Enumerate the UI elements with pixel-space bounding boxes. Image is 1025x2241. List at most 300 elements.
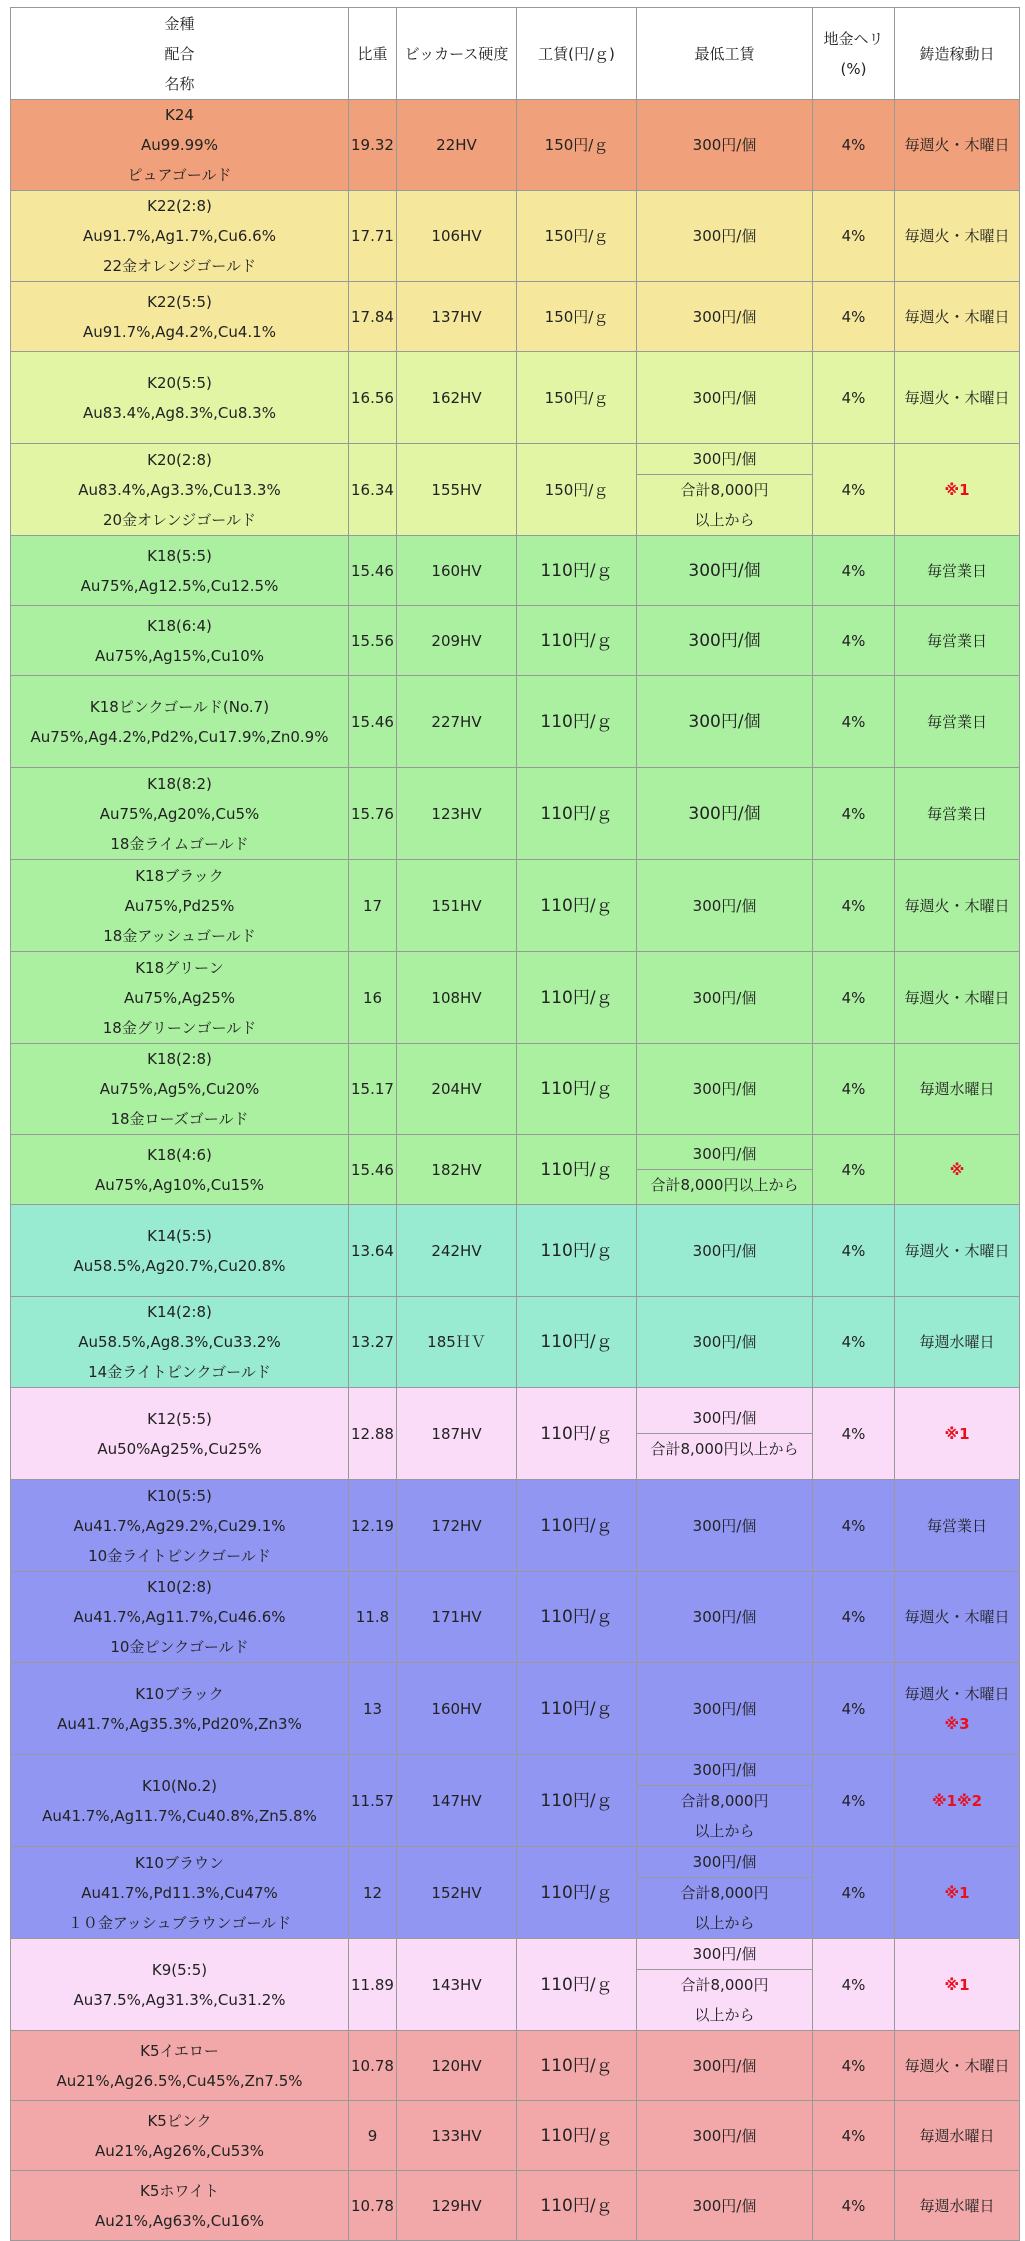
hardness-cell: 162HV [397, 352, 517, 444]
alloy-name-line: Au91.7%,Ag4.2%,Cu4.1% [83, 322, 276, 341]
fee-cell: 150円/ｇ [517, 100, 637, 191]
casting-day-line: 毎週火・木曜日 [904, 227, 1010, 245]
min-fee-cell: 300円/個 [637, 191, 813, 282]
metal-loss-cell: 4% [813, 2171, 895, 2241]
header-row [11, 8, 1020, 100]
hardness-cell: 160HV [397, 1663, 517, 1755]
metal-loss-cell: 4% [813, 191, 895, 282]
casting-day-cell [895, 2101, 1020, 2171]
casting-day-cell [895, 1755, 1020, 1847]
header-name-line: 金種 [164, 14, 195, 33]
casting-day-line: ※1※2 [931, 1791, 983, 1810]
metal-loss-cell: 4% [813, 1755, 895, 1847]
specific-gravity-cell: 10.78 [349, 2171, 397, 2241]
min-fee-cell: 300円/個 [637, 606, 813, 676]
alloy-name-line: Au21%,Ag26%,Cu53% [94, 2141, 265, 2160]
alloy-name-line: K18(2:8) [147, 1050, 212, 1068]
table-row [11, 768, 1020, 860]
table-row [11, 1939, 1020, 2031]
casting-day-cell [895, 768, 1020, 860]
casting-day-line: 毎営業日 [926, 1516, 987, 1535]
casting-day-line: 毎週火・木曜日 [904, 388, 1010, 407]
fee-cell: 150円/ｇ [517, 444, 637, 536]
header-loss-line: (%) [840, 59, 867, 78]
fee-cell: 110円/ｇ [517, 1755, 637, 1847]
min-fee-line: 合計8,000円以上から [637, 1169, 812, 1200]
alloy-name-line: Au41.7%,Pd11.3%,Cu47% [81, 1883, 278, 1902]
specific-gravity-cell: 12.88 [349, 1388, 397, 1480]
casting-day-line: 毎週火・木曜日 [904, 136, 1010, 154]
casting-day-cell [895, 1205, 1020, 1297]
min-fee-cell [637, 1847, 813, 1939]
min-fee-cell: 300円/個 [637, 2101, 813, 2171]
alloy-name-cell [11, 1388, 349, 1480]
fee-cell: 110円/ｇ [517, 1572, 637, 1663]
alloy-name-line: Au99.99% [141, 136, 218, 154]
hardness-cell: 242HV [397, 1205, 517, 1297]
alloy-name-cell [11, 2031, 349, 2101]
specific-gravity-cell: 17 [349, 860, 397, 952]
alloy-name-line: Au41.7%,Ag35.3%,Pd20%,Zn3% [57, 1714, 302, 1733]
alloy-name-cell [11, 1572, 349, 1663]
casting-day-line: 毎週火・木曜日 [904, 307, 1010, 326]
table-row [11, 536, 1020, 606]
table-row [11, 1135, 1020, 1205]
casting-day-cell [895, 1480, 1020, 1572]
metal-loss-cell: 4% [813, 952, 895, 1044]
specific-gravity-cell: 19.32 [349, 100, 397, 191]
fee-cell: 110円/ｇ [517, 768, 637, 860]
alloy-name-line: Au75%,Pd25% [124, 896, 235, 915]
fee-cell: 110円/ｇ [517, 1663, 637, 1755]
metal-loss-cell: 4% [813, 2031, 895, 2101]
casting-day-line: ※ [949, 1160, 965, 1179]
min-fee-cell [637, 1388, 813, 1480]
table-row [11, 444, 1020, 536]
min-fee-subline: 合計8,000円 [680, 1976, 769, 1994]
alloy-name-line: K10(2:8) [147, 1578, 212, 1596]
header-casting-day: 鋳造稼動日 [895, 8, 1020, 100]
metal-loss-cell: 4% [813, 1847, 895, 1939]
fee-cell: 110円/ｇ [517, 1480, 637, 1572]
alloy-name-line: Au75%,Ag15%,Cu10% [94, 646, 265, 665]
alloy-name-cell [11, 768, 349, 860]
casting-day-line: 毎営業日 [926, 712, 987, 731]
specific-gravity-cell: 15.76 [349, 768, 397, 860]
alloy-name-cell [11, 444, 349, 536]
header-min-fee: 最低工賃 [637, 8, 813, 100]
casting-day-line: 毎週火・木曜日 [904, 1684, 1010, 1703]
fee-cell: 150円/ｇ [517, 352, 637, 444]
min-fee-cell: 300円/個 [637, 2031, 813, 2101]
specific-gravity-cell: 15.56 [349, 606, 397, 676]
casting-day-cell [895, 100, 1020, 191]
hardness-cell: 171HV [397, 1572, 517, 1663]
min-fee-subline: 以上から [694, 1822, 755, 1840]
alloy-name-line: K24 [165, 106, 194, 124]
table-row [11, 2031, 1020, 2101]
specific-gravity-cell: 15.46 [349, 536, 397, 606]
metal-loss-cell: 4% [813, 1297, 895, 1388]
fee-cell: 110円/ｇ [517, 1939, 637, 2031]
fee-cell: 110円/ｇ [517, 952, 637, 1044]
metal-loss-cell: 4% [813, 100, 895, 191]
alloy-name-line: K14(5:5) [147, 1226, 212, 1245]
casting-day-cell [895, 1572, 1020, 1663]
casting-day-line: 毎週水曜日 [919, 2126, 995, 2145]
table-row [11, 1388, 1020, 1480]
alloy-name-line: ピュアゴールド [127, 166, 232, 184]
casting-day-cell [895, 1388, 1020, 1480]
alloy-name-line: K18ブラック [135, 866, 224, 885]
header-name [11, 8, 349, 100]
alloy-name-cell [11, 606, 349, 676]
casting-day-cell [895, 1044, 1020, 1135]
min-fee-line: 合計8,000円以上から [637, 1433, 812, 1464]
hardness-cell: 209HV [397, 606, 517, 676]
table-row [11, 1572, 1020, 1663]
alloy-name-line: K10ブラウン [135, 1853, 224, 1872]
metal-loss-cell: 4% [813, 1572, 895, 1663]
table-row [11, 1755, 1020, 1847]
casting-day-cell [895, 282, 1020, 352]
fee-cell: 110円/ｇ [517, 1135, 637, 1205]
casting-day-cell [895, 191, 1020, 282]
fee-cell: 110円/ｇ [517, 1205, 637, 1297]
casting-day-line: ※1 [944, 1424, 970, 1443]
specific-gravity-cell: 12.19 [349, 1480, 397, 1572]
metal-loss-cell: 4% [813, 1388, 895, 1480]
casting-day-cell [895, 860, 1020, 952]
min-fee-subline: 以上から [694, 2006, 755, 2024]
fee-cell: 110円/ｇ [517, 676, 637, 768]
table-row [11, 1297, 1020, 1388]
alloy-name-line: K14(2:8) [147, 1303, 212, 1321]
alloy-name-line: Au75%,Ag20%,Cu5% [99, 804, 260, 823]
alloy-name-cell [11, 1847, 349, 1939]
metal-loss-cell: 4% [813, 1480, 895, 1572]
table-row [11, 952, 1020, 1044]
casting-day-line: ※1 [944, 480, 970, 499]
min-fee-cell: 300円/個 [637, 352, 813, 444]
alloy-name-cell [11, 352, 349, 444]
casting-day-line: 毎週水曜日 [919, 1333, 995, 1351]
casting-day-cell [895, 1663, 1020, 1755]
hardness-cell: 172HV [397, 1480, 517, 1572]
specific-gravity-cell: 12 [349, 1847, 397, 1939]
header-name-line: 配合 [164, 44, 195, 63]
min-fee-cell [637, 1135, 813, 1205]
min-fee-cell: 300円/個 [637, 100, 813, 191]
min-fee-line: 300円/個 [692, 1145, 757, 1163]
fee-cell: 110円/ｇ [517, 2031, 637, 2101]
alloy-name-cell [11, 282, 349, 352]
fee-cell: 110円/ｇ [517, 1388, 637, 1480]
casting-day-line: 毎週水曜日 [919, 2196, 995, 2215]
alloy-name-line: Au91.7%,Ag1.7%,Cu6.6% [83, 227, 276, 245]
alloy-name-line: K18(8:2) [147, 774, 212, 793]
min-fee-line [637, 1877, 812, 1938]
table-row [11, 860, 1020, 952]
table-row [11, 1480, 1020, 1572]
casting-day-line: 毎週火・木曜日 [904, 2056, 1010, 2075]
alloy-name-cell [11, 2101, 349, 2171]
casting-day-cell [895, 1297, 1020, 1388]
min-fee-cell: 300円/個 [637, 1044, 813, 1135]
specific-gravity-cell: 13.27 [349, 1297, 397, 1388]
alloy-name-line: Au58.5%,Ag20.7%,Cu20.8% [73, 1256, 286, 1275]
alloy-name-cell [11, 1135, 349, 1205]
casting-day-line: ※3 [944, 1714, 970, 1733]
casting-day-line: 毎週火・木曜日 [904, 1241, 1010, 1260]
alloy-name-line: 22金オレンジゴールド [102, 257, 257, 275]
min-fee-cell: 300円/個 [637, 860, 813, 952]
alloy-name-line: Au41.7%,Ag29.2%,Cu29.1% [73, 1516, 286, 1535]
hardness-cell: 22HV [397, 100, 517, 191]
hardness-cell: 187HV [397, 1388, 517, 1480]
alloy-name-line: K10ブラック [135, 1684, 224, 1703]
alloy-name-line: K18(4:6) [147, 1145, 212, 1164]
metal-loss-cell: 4% [813, 676, 895, 768]
min-fee-line: 300円/個 [692, 1945, 757, 1963]
metal-loss-cell: 4% [813, 444, 895, 536]
alloy-name-line: K12(5:5) [147, 1409, 212, 1428]
alloy-name-cell [11, 100, 349, 191]
alloy-name-line: 20金オレンジゴールド [102, 510, 257, 529]
fee-cell: 110円/ｇ [517, 606, 637, 676]
hardness-cell: 123HV [397, 768, 517, 860]
casting-day-cell [895, 2031, 1020, 2101]
metal-loss-cell: 4% [813, 1135, 895, 1205]
casting-day-cell [895, 606, 1020, 676]
specific-gravity-cell: 13.64 [349, 1205, 397, 1297]
casting-day-cell [895, 1847, 1020, 1939]
metal-loss-cell: 4% [813, 536, 895, 606]
metal-loss-cell: 4% [813, 606, 895, 676]
metal-loss-cell: 4% [813, 1044, 895, 1135]
hardness-cell: 227HV [397, 676, 517, 768]
specific-gravity-cell: 16.34 [349, 444, 397, 536]
specific-gravity-cell: 16.56 [349, 352, 397, 444]
alloy-name-line: K20(5:5) [147, 373, 212, 392]
casting-day-line: 毎営業日 [926, 804, 987, 823]
alloy-name-cell [11, 1205, 349, 1297]
hardness-cell: 151HV [397, 860, 517, 952]
alloy-name-line: Au50%Ag25%,Cu25% [97, 1439, 262, 1458]
hardness-cell: 204HV [397, 1044, 517, 1135]
table-row [11, 100, 1020, 191]
header-loss-line: 地金ヘリ [823, 29, 884, 48]
metal-loss-cell: 4% [813, 282, 895, 352]
casting-day-line: ※1 [944, 1883, 970, 1902]
min-fee-line: 300円/個 [692, 1853, 757, 1871]
table-row [11, 282, 1020, 352]
alloy-name-line: K5イエロー [140, 2041, 219, 2060]
specific-gravity-cell: 15.17 [349, 1044, 397, 1135]
alloy-name-line: 10金ピンクゴールド [110, 1638, 249, 1656]
table-row [11, 1663, 1020, 1755]
alloy-name-line: K18(5:5) [147, 546, 212, 565]
casting-day-line: ※1 [944, 1975, 970, 1994]
fee-cell: 110円/ｇ [517, 860, 637, 952]
alloy-name-line: Au58.5%,Ag8.3%,Cu33.2% [78, 1333, 281, 1351]
table-row [11, 676, 1020, 768]
hardness-cell: 120HV [397, 2031, 517, 2101]
table-row [11, 1205, 1020, 1297]
casting-day-line: 毎週水曜日 [919, 1080, 995, 1098]
alloy-name-cell [11, 1663, 349, 1755]
casting-day-cell [895, 1939, 1020, 2031]
casting-day-line: 毎営業日 [926, 631, 987, 650]
casting-day-cell [895, 536, 1020, 606]
fee-cell: 110円/ｇ [517, 2171, 637, 2241]
metal-loss-cell: 4% [813, 860, 895, 952]
table-body [11, 100, 1020, 2241]
alloy-name-line: 10金ライトピンクゴールド [88, 1546, 271, 1565]
min-fee-line: 300円/個 [692, 450, 757, 468]
table-row [11, 1847, 1020, 1939]
price-table-container [10, 7, 1019, 2241]
table-row [11, 352, 1020, 444]
min-fee-cell [637, 1755, 813, 1847]
hardness-cell: 182HV [397, 1135, 517, 1205]
hardness-cell: 108HV [397, 952, 517, 1044]
alloy-name-line: Au83.4%,Ag8.3%,Cu8.3% [83, 403, 276, 422]
alloy-name-cell [11, 536, 349, 606]
min-fee-cell: 300円/個 [637, 1480, 813, 1572]
metal-loss-cell: 4% [813, 1663, 895, 1755]
alloy-name-line: 18金グリーンゴールド [102, 1018, 257, 1037]
alloy-name-line: Au75%,Ag10%,Cu15% [94, 1175, 265, 1194]
alloy-name-line: K22(2:8) [147, 197, 212, 215]
alloy-name-line: 18金ローズゴールド [110, 1110, 249, 1128]
alloy-name-line: Au41.7%,Ag11.7%,Cu40.8%,Zn5.8% [42, 1806, 317, 1825]
min-fee-line [637, 474, 812, 535]
min-fee-cell: 300円/個 [637, 1297, 813, 1388]
min-fee-cell: 300円/個 [637, 1205, 813, 1297]
casting-day-line: 毎週火・木曜日 [904, 988, 1010, 1007]
alloy-name-line: 18金ライムゴールド [110, 834, 249, 853]
hardness-cell: 152HV [397, 1847, 517, 1939]
hardness-cell: 129HV [397, 2171, 517, 2241]
alloy-name-line: Au41.7%,Ag11.7%,Cu46.6% [73, 1608, 286, 1626]
alloy-name-line: Au21%,Ag63%,Cu16% [94, 2211, 265, 2230]
alloy-price-table [10, 7, 1020, 2241]
min-fee-cell [637, 1939, 813, 2031]
fee-cell: 110円/ｇ [517, 2101, 637, 2171]
min-fee-subline: 合計8,000円 [680, 1884, 769, 1902]
fee-cell: 150円/ｇ [517, 282, 637, 352]
alloy-name-line: K5ホワイト [140, 2181, 219, 2200]
casting-day-cell [895, 676, 1020, 768]
fee-cell: 110円/ｇ [517, 536, 637, 606]
min-fee-line [637, 1785, 812, 1846]
alloy-name-cell [11, 952, 349, 1044]
alloy-name-line: １０金アッシュブラウンゴールド [67, 1913, 292, 1932]
specific-gravity-cell: 17.71 [349, 191, 397, 282]
alloy-name-line: Au75%,Ag25% [124, 988, 235, 1007]
casting-day-cell [895, 444, 1020, 536]
alloy-name-line: Au75%,Ag5%,Cu20% [99, 1080, 260, 1098]
alloy-name-line: K18ピンクゴールド(No.7) [89, 697, 270, 716]
alloy-name-cell [11, 860, 349, 952]
metal-loss-cell: 4% [813, 1939, 895, 2031]
metal-loss-cell: 4% [813, 352, 895, 444]
table-row [11, 191, 1020, 282]
alloy-name-line: Au75%,Ag12.5%,Cu12.5% [80, 576, 279, 595]
header-loss [813, 8, 895, 100]
fee-cell: 150円/ｇ [517, 191, 637, 282]
alloy-name-cell [11, 1044, 349, 1135]
hardness-cell: 133HV [397, 2101, 517, 2171]
hardness-cell: 137HV [397, 282, 517, 352]
table-row [11, 1044, 1020, 1135]
alloy-name-cell [11, 1480, 349, 1572]
table-row [11, 2171, 1020, 2241]
casting-day-cell [895, 952, 1020, 1044]
metal-loss-cell: 4% [813, 1205, 895, 1297]
min-fee-cell: 300円/個 [637, 282, 813, 352]
min-fee-cell: 300円/個 [637, 536, 813, 606]
specific-gravity-cell: 10.78 [349, 2031, 397, 2101]
min-fee-subline: 以上から [694, 1914, 755, 1932]
casting-day-cell [895, 2171, 1020, 2241]
min-fee-line: 300円/個 [692, 1761, 757, 1779]
casting-day-line: 毎週火・木曜日 [904, 896, 1010, 915]
hardness-cell: 106HV [397, 191, 517, 282]
min-fee-subline: 合計8,000円 [680, 1792, 769, 1810]
fee-cell: 110円/ｇ [517, 1847, 637, 1939]
min-fee-line [637, 1969, 812, 2030]
min-fee-subline: 合計8,000円 [680, 481, 769, 499]
alloy-name-cell [11, 1755, 349, 1847]
header-fee: 工賃(円/ｇ) [517, 8, 637, 100]
header-gravity: 比重 [349, 8, 397, 100]
hardness-cell: 147HV [397, 1755, 517, 1847]
specific-gravity-cell: 15.46 [349, 1135, 397, 1205]
alloy-name-line: K22(5:5) [147, 292, 212, 311]
alloy-name-line: K10(No.2) [141, 1776, 218, 1795]
alloy-name-line: K10(5:5) [147, 1486, 212, 1505]
alloy-name-cell [11, 1939, 349, 2031]
alloy-name-line: 14金ライトピンクゴールド [88, 1363, 271, 1381]
specific-gravity-cell: 17.84 [349, 282, 397, 352]
min-fee-cell: 300円/個 [637, 676, 813, 768]
alloy-name-line: K18(6:4) [147, 616, 212, 635]
hardness-cell: 185ＨＶ [397, 1297, 517, 1388]
header-hardness: ビッカース硬度 [397, 8, 517, 100]
metal-loss-cell: 4% [813, 768, 895, 860]
min-fee-subline: 以上から [694, 511, 755, 529]
min-fee-cell: 300円/個 [637, 768, 813, 860]
alloy-name-line: Au37.5%,Ag31.3%,Cu31.2% [73, 1990, 286, 2009]
casting-day-cell [895, 1135, 1020, 1205]
alloy-name-line: K5ピンク [147, 2111, 212, 2130]
fee-cell: 110円/ｇ [517, 1297, 637, 1388]
hardness-cell: 160HV [397, 536, 517, 606]
alloy-name-cell [11, 191, 349, 282]
table-row [11, 2101, 1020, 2171]
alloy-name-cell [11, 2171, 349, 2241]
specific-gravity-cell: 9 [349, 2101, 397, 2171]
alloy-name-line: Au75%,Ag4.2%,Pd2%,Cu17.9%,Zn0.9% [30, 727, 329, 746]
alloy-name-line: K18グリーン [135, 958, 224, 977]
min-fee-cell: 300円/個 [637, 2171, 813, 2241]
alloy-name-line: Au21%,Ag26.5%,Cu45%,Zn7.5% [56, 2071, 303, 2090]
alloy-name-line: K9(5:5) [151, 1960, 208, 1979]
header-name-line: 名称 [164, 74, 195, 93]
hardness-cell: 155HV [397, 444, 517, 536]
